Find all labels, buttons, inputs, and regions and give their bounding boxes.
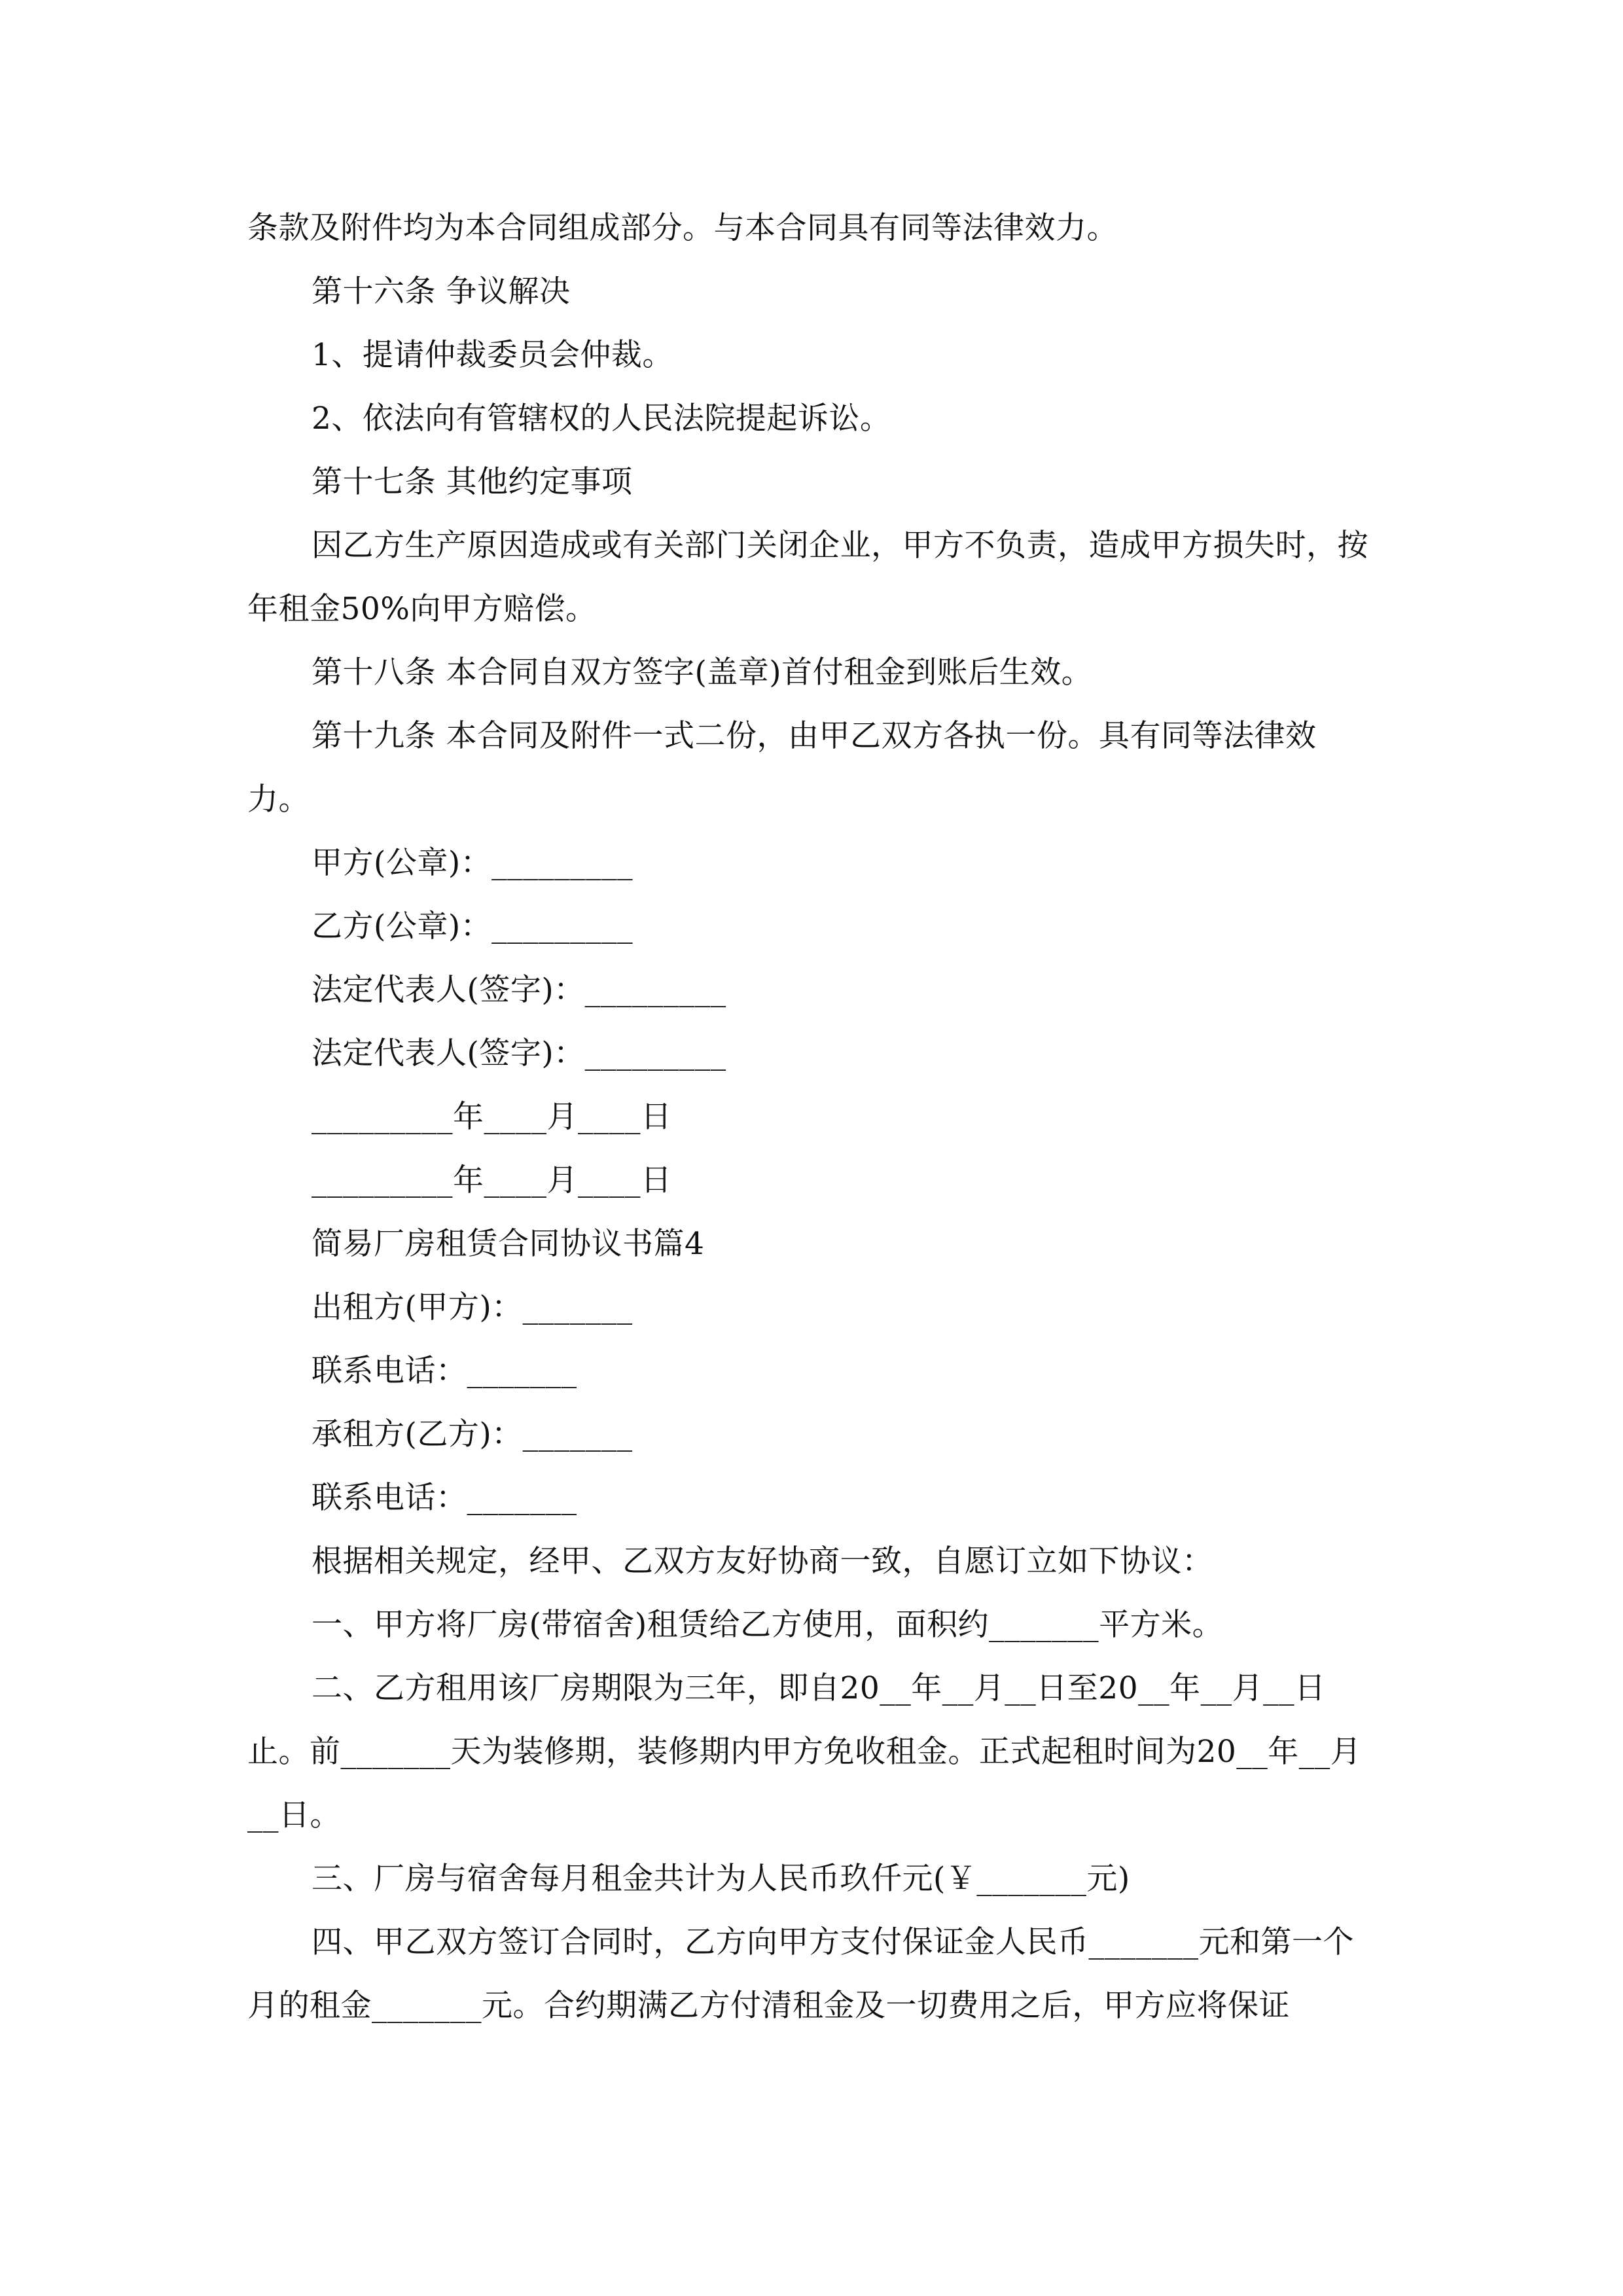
party-a-seal-line: 甲方(公章)：_________ (312, 845, 633, 881)
phone-line: 联系电话：_______ (312, 1480, 577, 1516)
lessee-line: 承租方(乙方)：_______ (312, 1416, 633, 1452)
article-19: 第十九条 本合同及附件一式二份，由甲乙双方各执一份。具有同等法律效力。 (247, 718, 1317, 817)
article-18: 第十八条 本合同自双方签字(盖章)首付租金到账后生效。 (312, 655, 1093, 691)
date-line: _________年____月____日 (312, 1099, 672, 1135)
phone-line: 联系电话：_______ (312, 1353, 577, 1389)
lessor-line: 出租方(甲方)：_______ (312, 1289, 633, 1325)
legal-rep-signature-line: 法定代表人(签字)：_________ (312, 972, 726, 1008)
clause-2: 二、乙方租用该厂房期限为三年，即自20__年__月__日至20__年__月__日止。前_______天为装修期，装修期内甲方免收租金。正式起租时间为20__年__月__日。 (247, 1670, 1362, 1833)
clause-1: 一、甲方将厂房(带宿舍)租赁给乙方使用，面积约_______平方米。 (312, 1607, 1224, 1643)
clause-3: 三、厂房与宿舍每月租金共计为人民币玖仟元(￥_______元) (312, 1861, 1130, 1897)
paragraph: 根据相关规定，经甲、乙双方友好协商一致，自愿订立如下协议： (312, 1543, 1213, 1579)
legal-rep-signature-line: 法定代表人(签字)：_________ (312, 1035, 726, 1071)
paragraph: 条款及附件均为本合同组成部分。与本合同具有同等法律效力。 (247, 210, 1118, 246)
section-title: 简易厂房租赁合同协议书篇4 (312, 1226, 705, 1262)
party-b-seal-line: 乙方(公章)：_________ (312, 908, 633, 944)
article-17-heading: 第十七条 其他约定事项 (312, 464, 633, 500)
article-16-heading: 第十六条 争议解决 (312, 274, 571, 310)
clause-4: 四、甲乙双方签订合同时，乙方向甲方支付保证金人民币_______元和第一个月的租金_______元。合约期满乙方付清租金及一切费用之后，甲方应将保证 (247, 1924, 1354, 2024)
paragraph: 1、提请仲裁委员会仲裁。 (312, 337, 673, 373)
date-line: _________年____月____日 (312, 1162, 672, 1198)
document-body (247, 196, 1376, 2037)
paragraph: 因乙方生产原因造成或有关部门关闭企业，甲方不负责，造成甲方损失时，按年租金50%向甲方赔偿。 (247, 528, 1368, 627)
paragraph: 2、依法向有管辖权的人民法院提起诉讼。 (312, 401, 891, 437)
